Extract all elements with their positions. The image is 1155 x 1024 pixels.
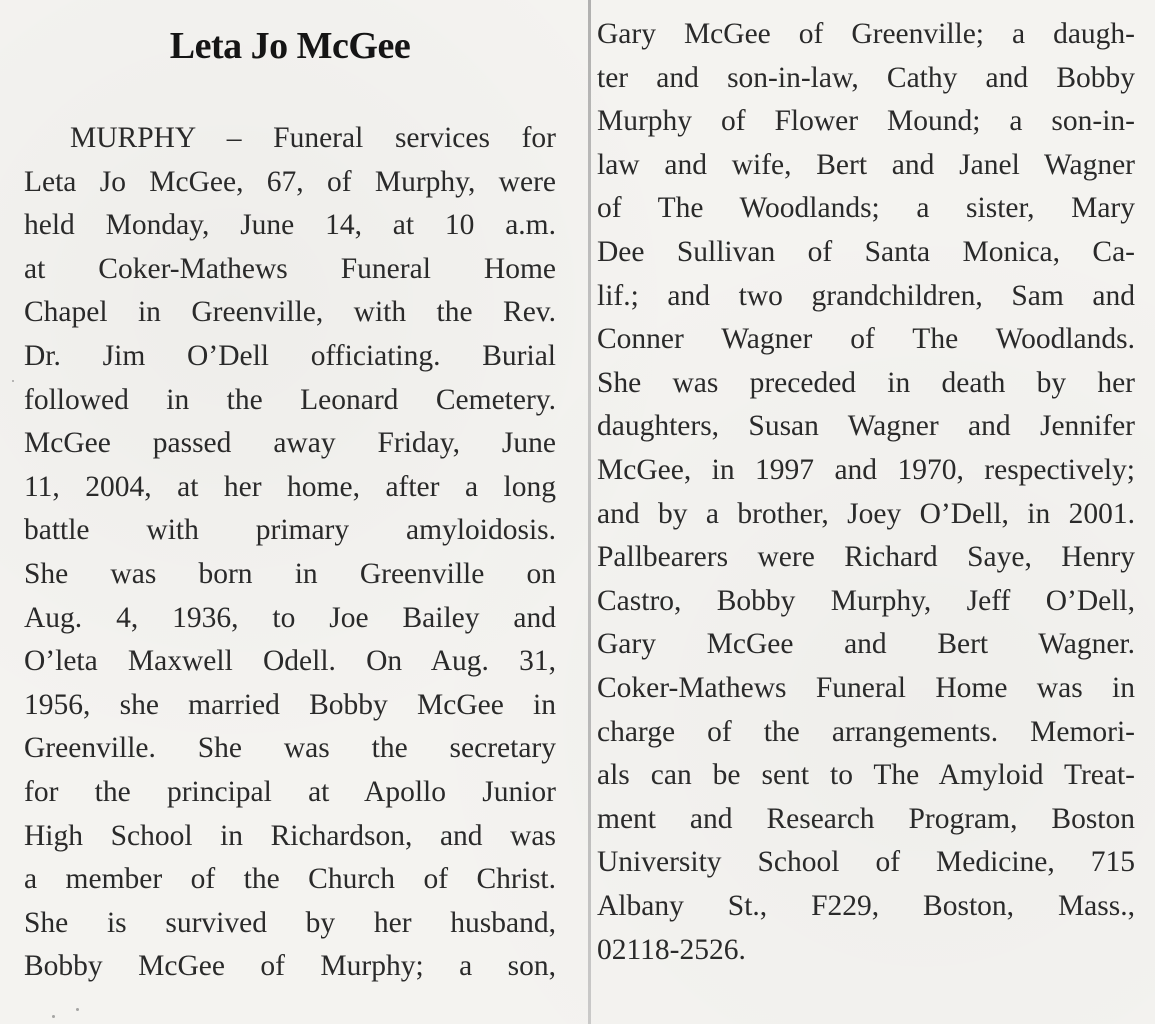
text-line: She was preceded in death by her (597, 366, 1135, 399)
text-line: charge of the arrangements. Memori- (597, 715, 1135, 748)
paper-speck (52, 1015, 55, 1018)
text-line: als can be sent to The Amyloid Treat- (597, 759, 1135, 792)
text-line: She was born in Greenville on (24, 558, 556, 590)
paper-speck (76, 1008, 79, 1011)
text-line: Gary McGee of Greenville; a daugh- (597, 18, 1135, 50)
text-line: a member of the Church of Christ. (24, 863, 556, 896)
column-divider (588, 0, 591, 1024)
text-line: She is survived by her husband, (24, 906, 556, 939)
text-line: Pallbearers were Richard Saye, Henry (597, 541, 1135, 574)
text-line: ter and son-in-law, Cathy and Bobby (597, 61, 1135, 94)
text-line: Chapel in Greenville, with the Rev. (24, 296, 556, 329)
text-line: lif.; and two grandchildren, Sam and (597, 279, 1135, 312)
text-line: daughters, Susan Wagner and Jennifer (597, 410, 1135, 443)
text-line: Dee Sullivan of Santa Monica, Ca- (597, 236, 1135, 268)
text-line: 1956, she married Bobby McGee in (24, 688, 556, 721)
text-line: MURPHY – Funeral services for (70, 122, 556, 154)
obituary-headline: Leta Jo McGee (169, 25, 411, 67)
text-line: 02118-2526. (597, 933, 746, 966)
text-line: for the principal at Apollo Junior (24, 776, 556, 808)
text-line: Leta Jo McGee, 67, of Murphy, were (24, 165, 556, 198)
text-line: Albany St., F229, Boston, Mass., (597, 890, 1135, 922)
text-line: of The Woodlands; a sister, Mary (597, 192, 1135, 225)
text-line: High School in Richardson, and was (24, 819, 556, 852)
text-line: ment and Research Program, Boston (597, 802, 1135, 835)
text-line: at Coker-Mathews Funeral Home (24, 252, 556, 285)
text-line: followed in the Leonard Cemetery. (24, 383, 556, 416)
text-line: Dr. Jim O’Dell officiating. Burial (24, 340, 556, 372)
text-line: McGee, in 1997 and 1970, respectively; (597, 454, 1135, 486)
text-line: law and wife, Bert and Janel Wagner (597, 148, 1135, 181)
text-line: held Monday, June 14, at 10 a.m. (24, 209, 556, 242)
text-line: Bobby McGee of Murphy; a son, (24, 950, 556, 983)
text-line: University School of Medicine, 715 (597, 846, 1135, 879)
text-line: Murphy of Flower Mound; a son-in- (597, 105, 1135, 138)
text-line: and by a brother, Joey O’Dell, in 2001. (597, 497, 1135, 530)
text-line: Gary McGee and Bert Wagner. (597, 628, 1135, 661)
text-line: Coker-Mathews Funeral Home was in (597, 672, 1135, 704)
text-line: McGee passed away Friday, June (24, 427, 556, 460)
text-line: Castro, Bobby Murphy, Jeff O’Dell, (597, 584, 1135, 617)
text-line: Aug. 4, 1936, to Joe Bailey and (24, 601, 556, 634)
text-line: 11, 2004, at her home, after a long (24, 470, 556, 503)
text-line: Conner Wagner of The Woodlands. (597, 323, 1135, 356)
text-line: O’leta Maxwell Odell. On Aug. 31, (24, 645, 556, 678)
text-line: battle with primary amyloidosis. (24, 514, 556, 547)
text-line: Greenville. She was the secretary (24, 732, 556, 765)
paper-speck (12, 380, 14, 382)
